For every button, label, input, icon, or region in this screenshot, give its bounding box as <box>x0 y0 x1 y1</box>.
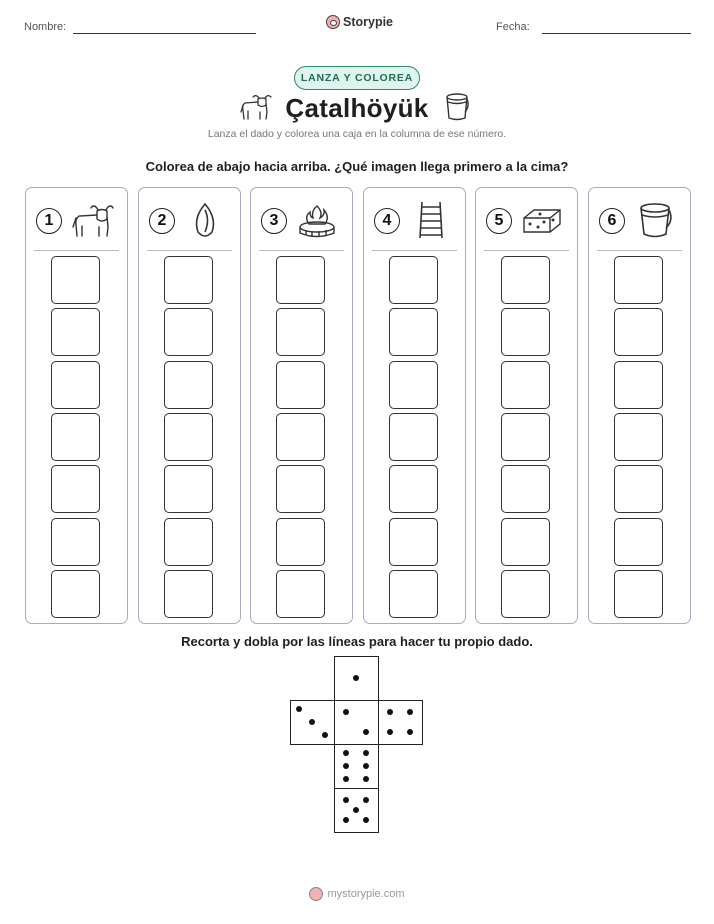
die-pip <box>407 729 413 735</box>
color-box[interactable] <box>51 308 100 356</box>
column-3 <box>250 187 353 624</box>
fire-pit-icon <box>295 200 339 240</box>
column-divider <box>147 250 232 251</box>
die-pip <box>387 729 393 735</box>
column-number: 4 <box>374 208 400 234</box>
brand-logo <box>326 15 393 29</box>
column-divider <box>597 250 682 251</box>
color-box[interactable] <box>389 413 438 461</box>
cut-instruction: Recorta y dobla por las líneas para hacer tu propio dado. <box>181 634 533 649</box>
color-box[interactable] <box>276 570 325 618</box>
brand-name: Storypie <box>343 15 394 29</box>
color-box[interactable] <box>501 361 550 409</box>
activity-badge: LANZA Y COLOREA <box>294 66 420 90</box>
color-box[interactable] <box>276 256 325 304</box>
column-number: 6 <box>599 208 625 234</box>
column-number: 5 <box>486 208 512 234</box>
color-box[interactable] <box>614 518 663 566</box>
die-pip <box>363 750 369 756</box>
die-face-4 <box>378 700 423 745</box>
die-pip <box>353 675 359 681</box>
die-pip <box>343 709 349 715</box>
column-divider <box>372 250 457 251</box>
name-line[interactable] <box>73 33 256 34</box>
color-box[interactable] <box>614 256 663 304</box>
column-divider <box>34 250 119 251</box>
color-box[interactable] <box>51 465 100 513</box>
die-pip <box>363 797 369 803</box>
column-number: 3 <box>261 208 287 234</box>
mud-brick-icon <box>520 200 564 240</box>
date-line[interactable] <box>542 33 691 34</box>
bucket-icon <box>444 92 470 122</box>
column-header <box>364 188 465 250</box>
color-box[interactable] <box>614 308 663 356</box>
die-pip <box>309 719 315 725</box>
color-box[interactable] <box>276 518 325 566</box>
column-number: 1 <box>36 208 62 234</box>
color-box[interactable] <box>164 518 213 566</box>
color-box[interactable] <box>501 308 550 356</box>
page-title: Çatalhöyük <box>285 93 429 123</box>
column-header <box>26 188 127 250</box>
almond-seed-icon <box>183 200 227 240</box>
date-label: Fecha: <box>496 21 530 33</box>
color-box[interactable] <box>501 570 550 618</box>
subtitle: Lanza el dado y colorea una caja en la columna de ese número. <box>207 128 507 140</box>
die-face-1 <box>334 656 379 701</box>
column-divider <box>484 250 569 251</box>
column-header <box>251 188 352 250</box>
color-box[interactable] <box>276 308 325 356</box>
column-number: 2 <box>149 208 175 234</box>
color-box[interactable] <box>389 256 438 304</box>
die-face-6 <box>334 744 379 789</box>
color-box[interactable] <box>389 570 438 618</box>
color-box[interactable] <box>389 361 438 409</box>
color-box[interactable] <box>51 413 100 461</box>
color-box[interactable] <box>614 570 663 618</box>
color-box[interactable] <box>389 465 438 513</box>
column-header <box>476 188 577 250</box>
column-4 <box>363 187 466 624</box>
die-pip <box>407 709 413 715</box>
die-pip <box>353 807 359 813</box>
color-box[interactable] <box>51 518 100 566</box>
column-1 <box>25 187 128 624</box>
column-header <box>589 188 690 250</box>
color-box[interactable] <box>164 465 213 513</box>
color-box[interactable] <box>51 256 100 304</box>
die-face-5 <box>334 788 379 833</box>
column-2 <box>138 187 241 624</box>
die-pip <box>343 776 349 782</box>
footer <box>300 887 414 901</box>
color-box[interactable] <box>614 361 663 409</box>
color-box[interactable] <box>164 570 213 618</box>
color-box[interactable] <box>51 570 100 618</box>
die-pip <box>363 763 369 769</box>
color-box[interactable] <box>501 465 550 513</box>
column-5 <box>475 187 578 624</box>
pig-logo-icon <box>326 15 340 29</box>
name-label: Nombre: <box>24 21 67 33</box>
color-box[interactable] <box>501 413 550 461</box>
instruction: Colorea de abajo hacia arriba. ¿Qué imagen llega primero a la cima? <box>145 159 569 174</box>
die-pip <box>343 750 349 756</box>
color-box[interactable] <box>51 361 100 409</box>
die-pip <box>343 797 349 803</box>
footer-url[interactable]: mystorypie.com <box>327 888 405 900</box>
die-pip <box>296 706 302 712</box>
color-box[interactable] <box>164 308 213 356</box>
bucket-icon <box>633 200 677 240</box>
color-box[interactable] <box>164 413 213 461</box>
color-box[interactable] <box>276 465 325 513</box>
color-box[interactable] <box>164 361 213 409</box>
die-pip <box>363 729 369 735</box>
color-box[interactable] <box>164 256 213 304</box>
die-pip <box>343 817 349 823</box>
die-pip <box>322 732 328 738</box>
color-box[interactable] <box>614 413 663 461</box>
color-box[interactable] <box>614 465 663 513</box>
color-box[interactable] <box>501 256 550 304</box>
bull-icon <box>70 200 114 240</box>
die-pip <box>387 709 393 715</box>
die-face-2 <box>334 700 379 745</box>
die-pip <box>343 763 349 769</box>
die-face-3 <box>290 700 335 745</box>
color-box[interactable] <box>389 308 438 356</box>
color-box[interactable] <box>276 413 325 461</box>
color-box[interactable] <box>501 518 550 566</box>
color-box[interactable] <box>276 361 325 409</box>
column-header <box>139 188 240 250</box>
die-pip <box>363 817 369 823</box>
color-box[interactable] <box>389 518 438 566</box>
die-pip <box>363 776 369 782</box>
ladder-icon <box>408 200 452 240</box>
column-divider <box>259 250 344 251</box>
column-6 <box>588 187 691 624</box>
pig-logo-icon <box>309 887 323 901</box>
